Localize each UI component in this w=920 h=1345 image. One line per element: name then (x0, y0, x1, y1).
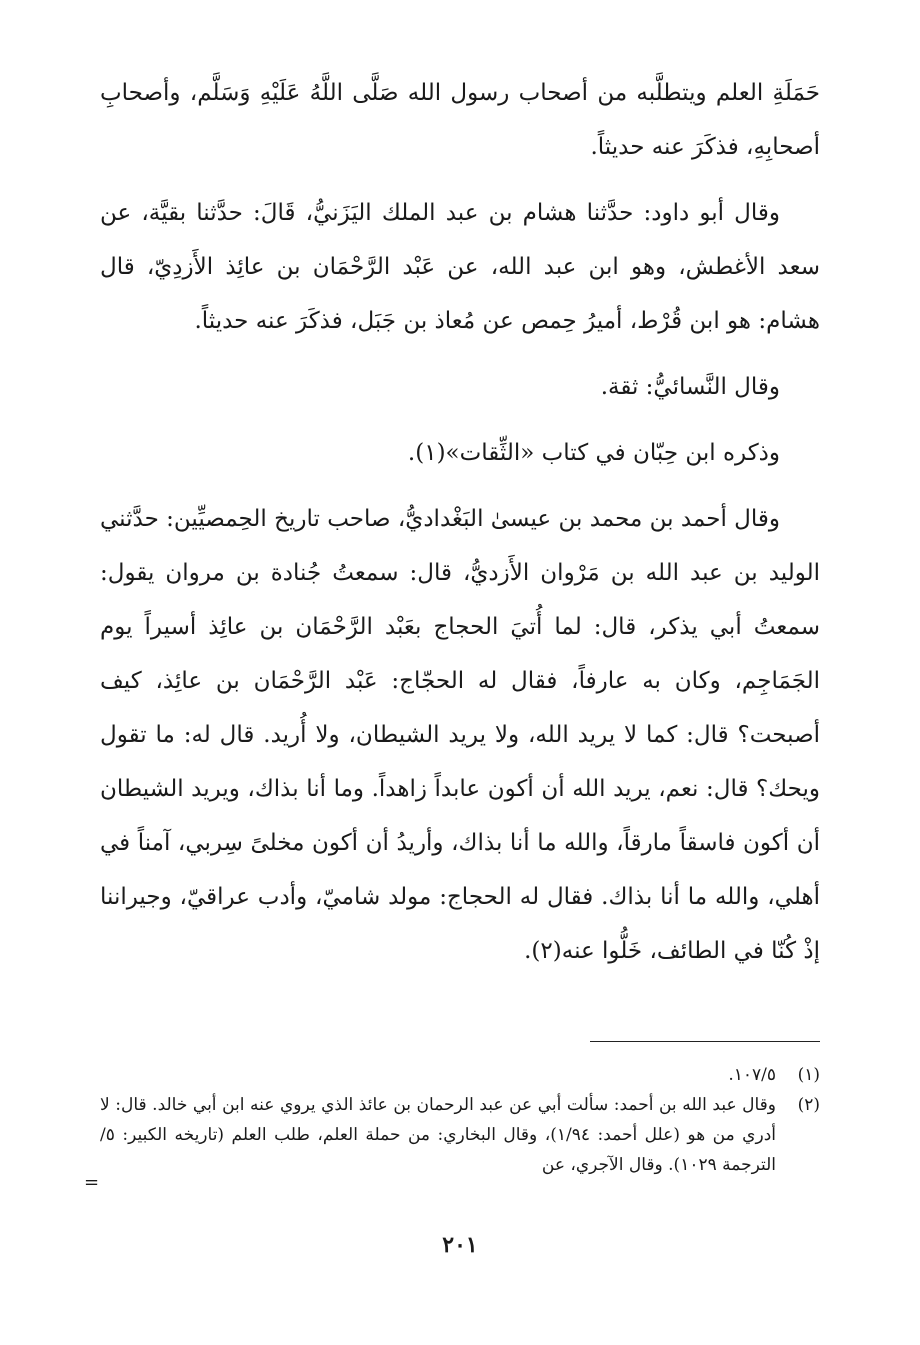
footnote-number: (٢) (797, 1095, 820, 1115)
continuation-mark: = (84, 1172, 100, 1193)
paragraph: وقال أبو داود: حدَّثنا هشام بن عبد الملك اليَزَنيُّ، قَالَ: حدَّثنا بقيَّة، عن سعد الأغطش، وهو ابن عبد الله، عن عَبْد الرَّحْمَان بن عائِذ الأَزدِيّ، قال هشام: هو ابن قُرْط، أميرُ حِمص عن مُعاذ بن جَبَل، فذكَرَ عنه حديثاً. (100, 200, 820, 334)
footnote (100, 1060, 820, 1090)
footnote-text: ١٠٧/٥. (728, 1065, 776, 1085)
paragraph: وقال النَّسائيُّ: ثقة. (600, 374, 780, 400)
footnote-text: وقال عبد الله بن أحمد: سألت أبي عن عبد الرحمان بن عائذ الذي يروي عنه ابن أبي خالد. قال: لا أدري من هو (علل أحمد: ١/٩٤)، وقال البخاري: من حملة العلم، طلب العلم (تاريخه الكبير: ٥/الترجمة ١٠٢٩). وقال الآجري، عن (100, 1095, 776, 1175)
page-number: ٢٠١ (442, 1232, 478, 1258)
footnotes (100, 1060, 820, 1180)
footnote (100, 1090, 820, 1180)
paragraph: حَمَلَةِ العلم ويتطلَّبه من أصحاب رسول الله صَلَّى اللَّهُ عَلَيْهِ وَسَلَّم، وأصحابِ أصحابِهِ، فذكَرَ عنه حديثاً. (100, 80, 820, 160)
paragraph: وذكره ابن حِبّان في كتاب «الثِّقات»(١). (407, 440, 780, 466)
paragraph: وقال أحمد بن محمد بن عيسىٰ البَغْداديُّ، صاحب تاريخ الحِمصيِّين: حدَّثني الوليد بن عبد الله بن مَرْوان الأَزديُّ، قال: سمعتُ جُنادة بن مروان يقول: سمعتُ أبي يذكر، قال: لما أُتيَ الحجاج بعَبْد الرَّحْمَان بن عائِذ أسيراً يوم الجَمَاجِم، وكان به عارفاً، فقال له الحجّاج: عَبْد الرَّحْمَان بن عائِذ، كيف أصبحت؟ قال: كما لا يريد الله، ولا يريد الشيطان، ولا أُريد. قال له: ما تقول ويحك؟ قال: نعم، يريد الله أن أكون عابداً زاهداً. وما أنا بذاك، ويريد الشيطان أن أكون فاسقاً مارقاً، والله ما أنا بذاك، وأريدُ أن أكون مخلىً سِربي، آمناً في أهلي، والله ما أنا بذاك. فقال له الحجاج: مولد شاميّ، وأدب عراقيّ، وجيراننا إذْ كُنّا في الطائف، خَلُّوا عنه(٢). (100, 506, 820, 964)
footnote-divider (590, 1041, 820, 1042)
footnote-number: (١) (797, 1065, 820, 1085)
main-text (100, 66, 820, 978)
